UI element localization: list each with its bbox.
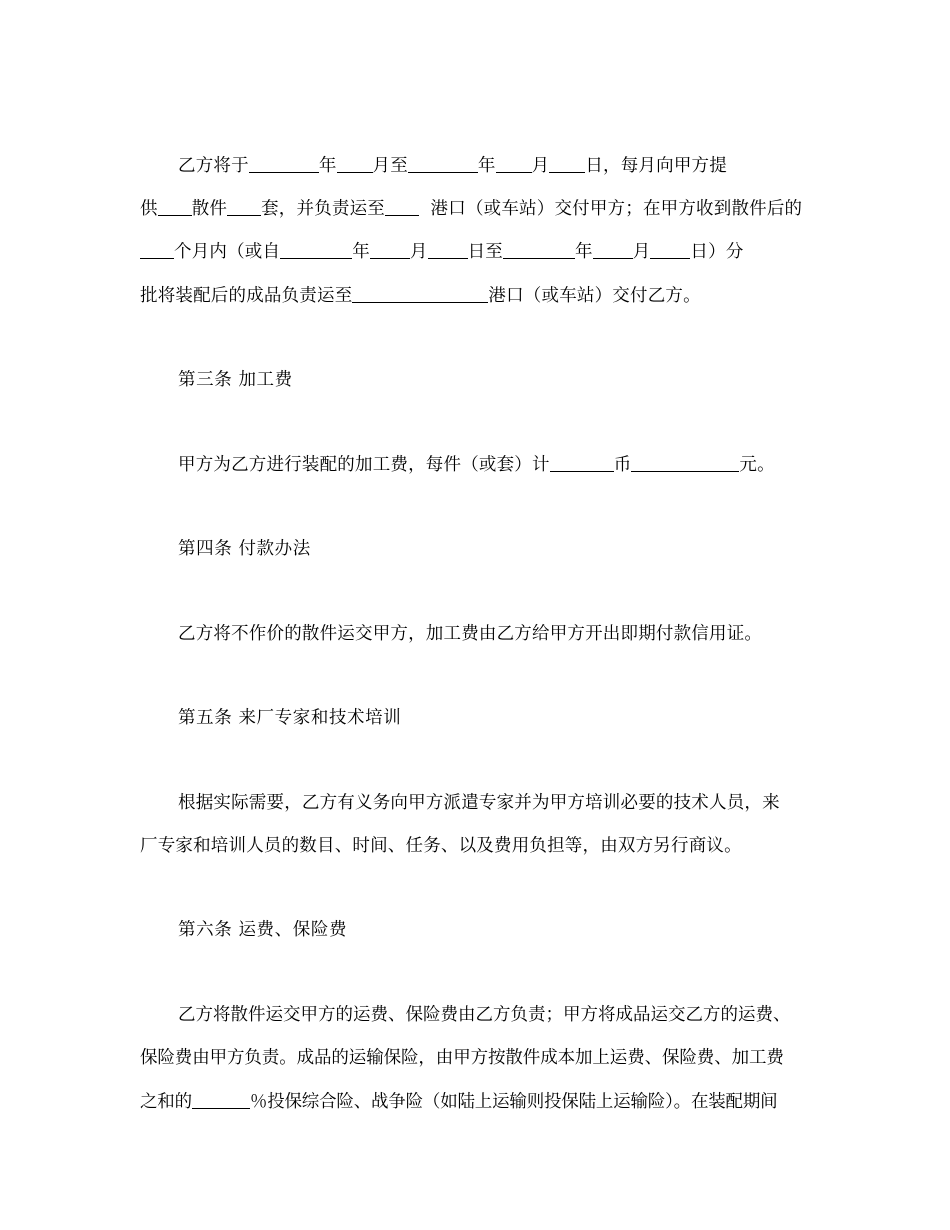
- text: 日，每月向甲方提: [585, 156, 727, 176]
- text: 港口（或车站）交付乙方。: [488, 286, 701, 306]
- paragraph-line: [178, 154, 853, 178]
- text: 元。: [739, 455, 775, 475]
- paragraph-line: [140, 197, 815, 221]
- blank-field: [192, 1090, 250, 1109]
- text: 乙方将于: [178, 156, 249, 176]
- paragraph-line: [140, 240, 815, 264]
- text: 年: [477, 156, 496, 176]
- paragraph-line: 厂专家和培训人员的数目、时间、任务、以及费用负担等，由双方另行商议。: [140, 836, 742, 856]
- blank-field: [385, 197, 419, 216]
- paragraph-line: 乙方将不作价的散件运交甲方，加工费由乙方给甲方开出即期付款信用证。: [178, 624, 763, 644]
- paragraph-line: [178, 453, 853, 477]
- text: 月: [531, 156, 550, 176]
- text: 年: [575, 242, 593, 262]
- article-heading: 第六条 运费、保险费: [178, 920, 348, 940]
- text: 日至: [467, 242, 504, 262]
- blank-field: [428, 240, 468, 259]
- text: 币: [613, 455, 632, 475]
- text: 批将装配后的成品负责运至: [140, 286, 353, 306]
- text: 套，并负责运至: [261, 199, 386, 219]
- text: 散件: [191, 199, 228, 219]
- text: 个月内（或自: [174, 242, 281, 262]
- text: 日）分: [690, 242, 744, 262]
- blank-field: [549, 154, 585, 173]
- blank-field: [503, 240, 575, 259]
- paragraph-line: [140, 1090, 815, 1114]
- blank-field: [550, 453, 614, 472]
- blank-field: [227, 197, 261, 216]
- blank-field: [337, 154, 373, 173]
- text: 之和的: [140, 1092, 192, 1112]
- paragraph-line: 保险费由甲方负责。成品的运输保险，由甲方按散件成本加上运费、保险费、加工费: [140, 1048, 784, 1068]
- text: 月: [632, 242, 651, 262]
- paragraph-line: 根据实际需要，乙方有义务向甲方派遣专家并为甲方培训必要的技术人员，来: [178, 793, 780, 813]
- article-heading: 第五条 来厂专家和技术培训: [178, 708, 402, 728]
- text: 月: [409, 242, 428, 262]
- blank-field: [140, 240, 174, 259]
- text: 年: [352, 242, 370, 262]
- paragraph-line: 乙方将散件运交甲方的运费、保险费由乙方负责；甲方将成品运交乙方的运费、: [178, 1005, 791, 1025]
- blank-field: [352, 284, 488, 303]
- text: 港口（或车站）交付甲方；在甲方收到散件后的: [430, 199, 803, 219]
- text: ％投保综合险、战争险（如陆上运输则投保陆上运输险）。在装配期间: [249, 1092, 778, 1112]
- blank-field: [249, 154, 319, 173]
- blank-field: [158, 197, 192, 216]
- text: 甲方为乙方进行装配的加工费，每件（或套）计: [178, 455, 550, 475]
- text: 月至: [372, 156, 408, 176]
- article-heading: 第三条 加工费: [178, 370, 293, 390]
- paragraph-line: [140, 284, 815, 308]
- article-heading: 第四条 付款办法: [178, 539, 311, 559]
- blank-field: [593, 240, 633, 259]
- blank-field: [496, 154, 532, 173]
- blank-field: [408, 154, 478, 173]
- text: 供: [140, 199, 158, 219]
- text: 年: [318, 156, 337, 176]
- blank-field: [631, 453, 739, 472]
- blank-field: [650, 240, 690, 259]
- blank-field: [370, 240, 410, 259]
- blank-field: [280, 240, 352, 259]
